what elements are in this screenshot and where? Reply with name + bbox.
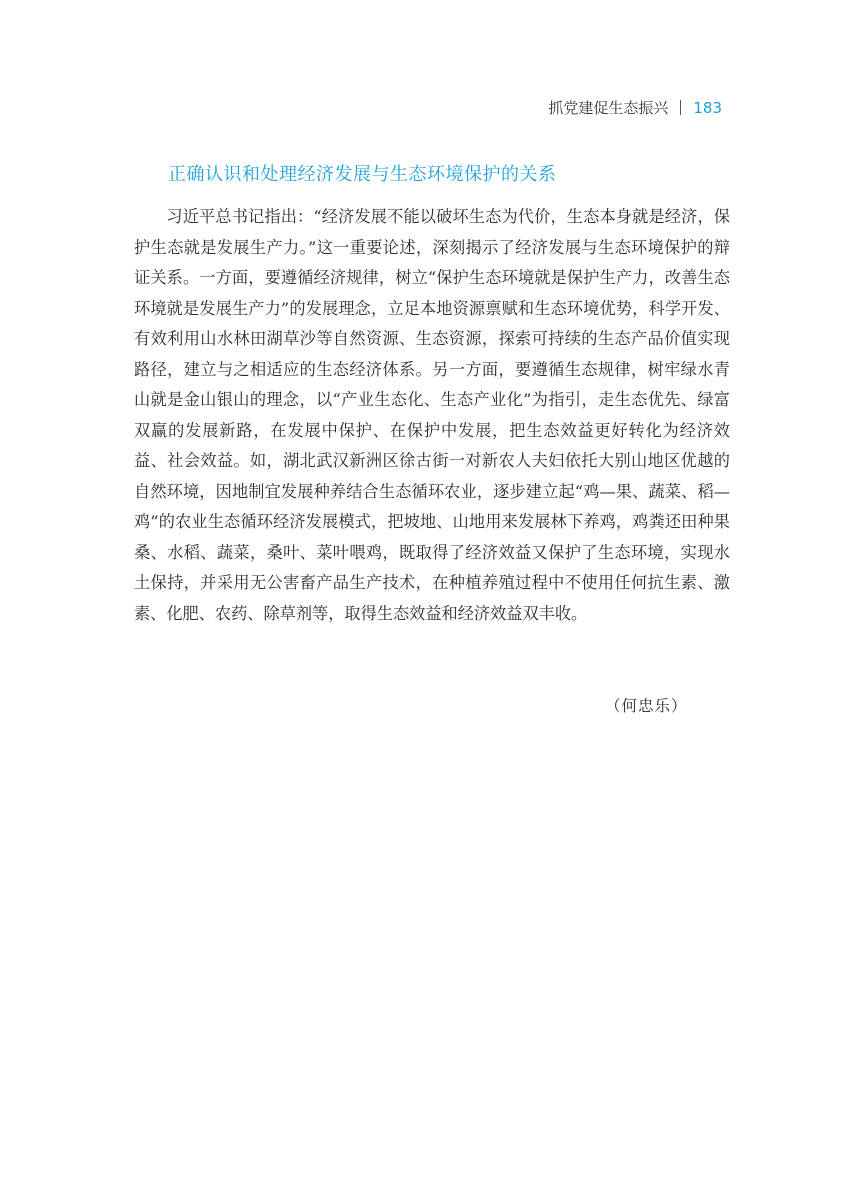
running-header <box>548 97 722 118</box>
author-byline: （何忠乐） <box>605 697 688 715</box>
header-divider <box>680 100 681 115</box>
section-heading: 正确认识和处理经济发展与生态环境保护的关系 <box>168 164 557 185</box>
body-paragraph: 习近平总书记指出：“经济发展不能以破坏生态为代价，生态本身就是经济，保护生态就是发展生产力。”这一重要论述，深刻揭示了经济发展与生态环境保护的辩证关系。一方面，要遵循经济规律，树立“保护生态环境就是保护生产力，改善生态环境就是发展生产力”的发展理念，立足本地资源禀赋和生态环境优势，科学开发、有效利用山水林田湖草沙等自然资源、生态资源，探索可持续的生态产品价值实现路径，建立与之相适应的生态经济体系。另一方面，要遵循生态规律，树牢绿水青山就是金山银山的理念，以“产业生态化、生态产业化”为指引，走生态优先、绿富双赢的发展新路，在发展中保护、在保护中发展，把生态效益更好转化为经济效益、社会效益。如，湖北武汉新洲区徐古街一对新农人夫妇依托大别山地区优越的自然环境，因地制宜发展种养结合生态循环农业，逐步建立起“鸡—果、蔬菜、稻—鸡”的农业生态循环经济发展模式，把坡地、山地用来发展林下养鸡，鸡粪还田种果桑、水稻、蔬菜，桑叶、菜叶喂鸡，既取得了经济效益又保护了生态环境，实现水土保持，并采用无公害畜产品生产技术，在种植养殖过程中不使用任何抗生素、激素、化肥、农药、除草剂等，取得生态效益和经济效益双丰收。 <box>134 207 730 623</box>
page-number: 183 <box>693 98 722 117</box>
running-title: 抓党建促生态振兴 <box>548 99 669 117</box>
